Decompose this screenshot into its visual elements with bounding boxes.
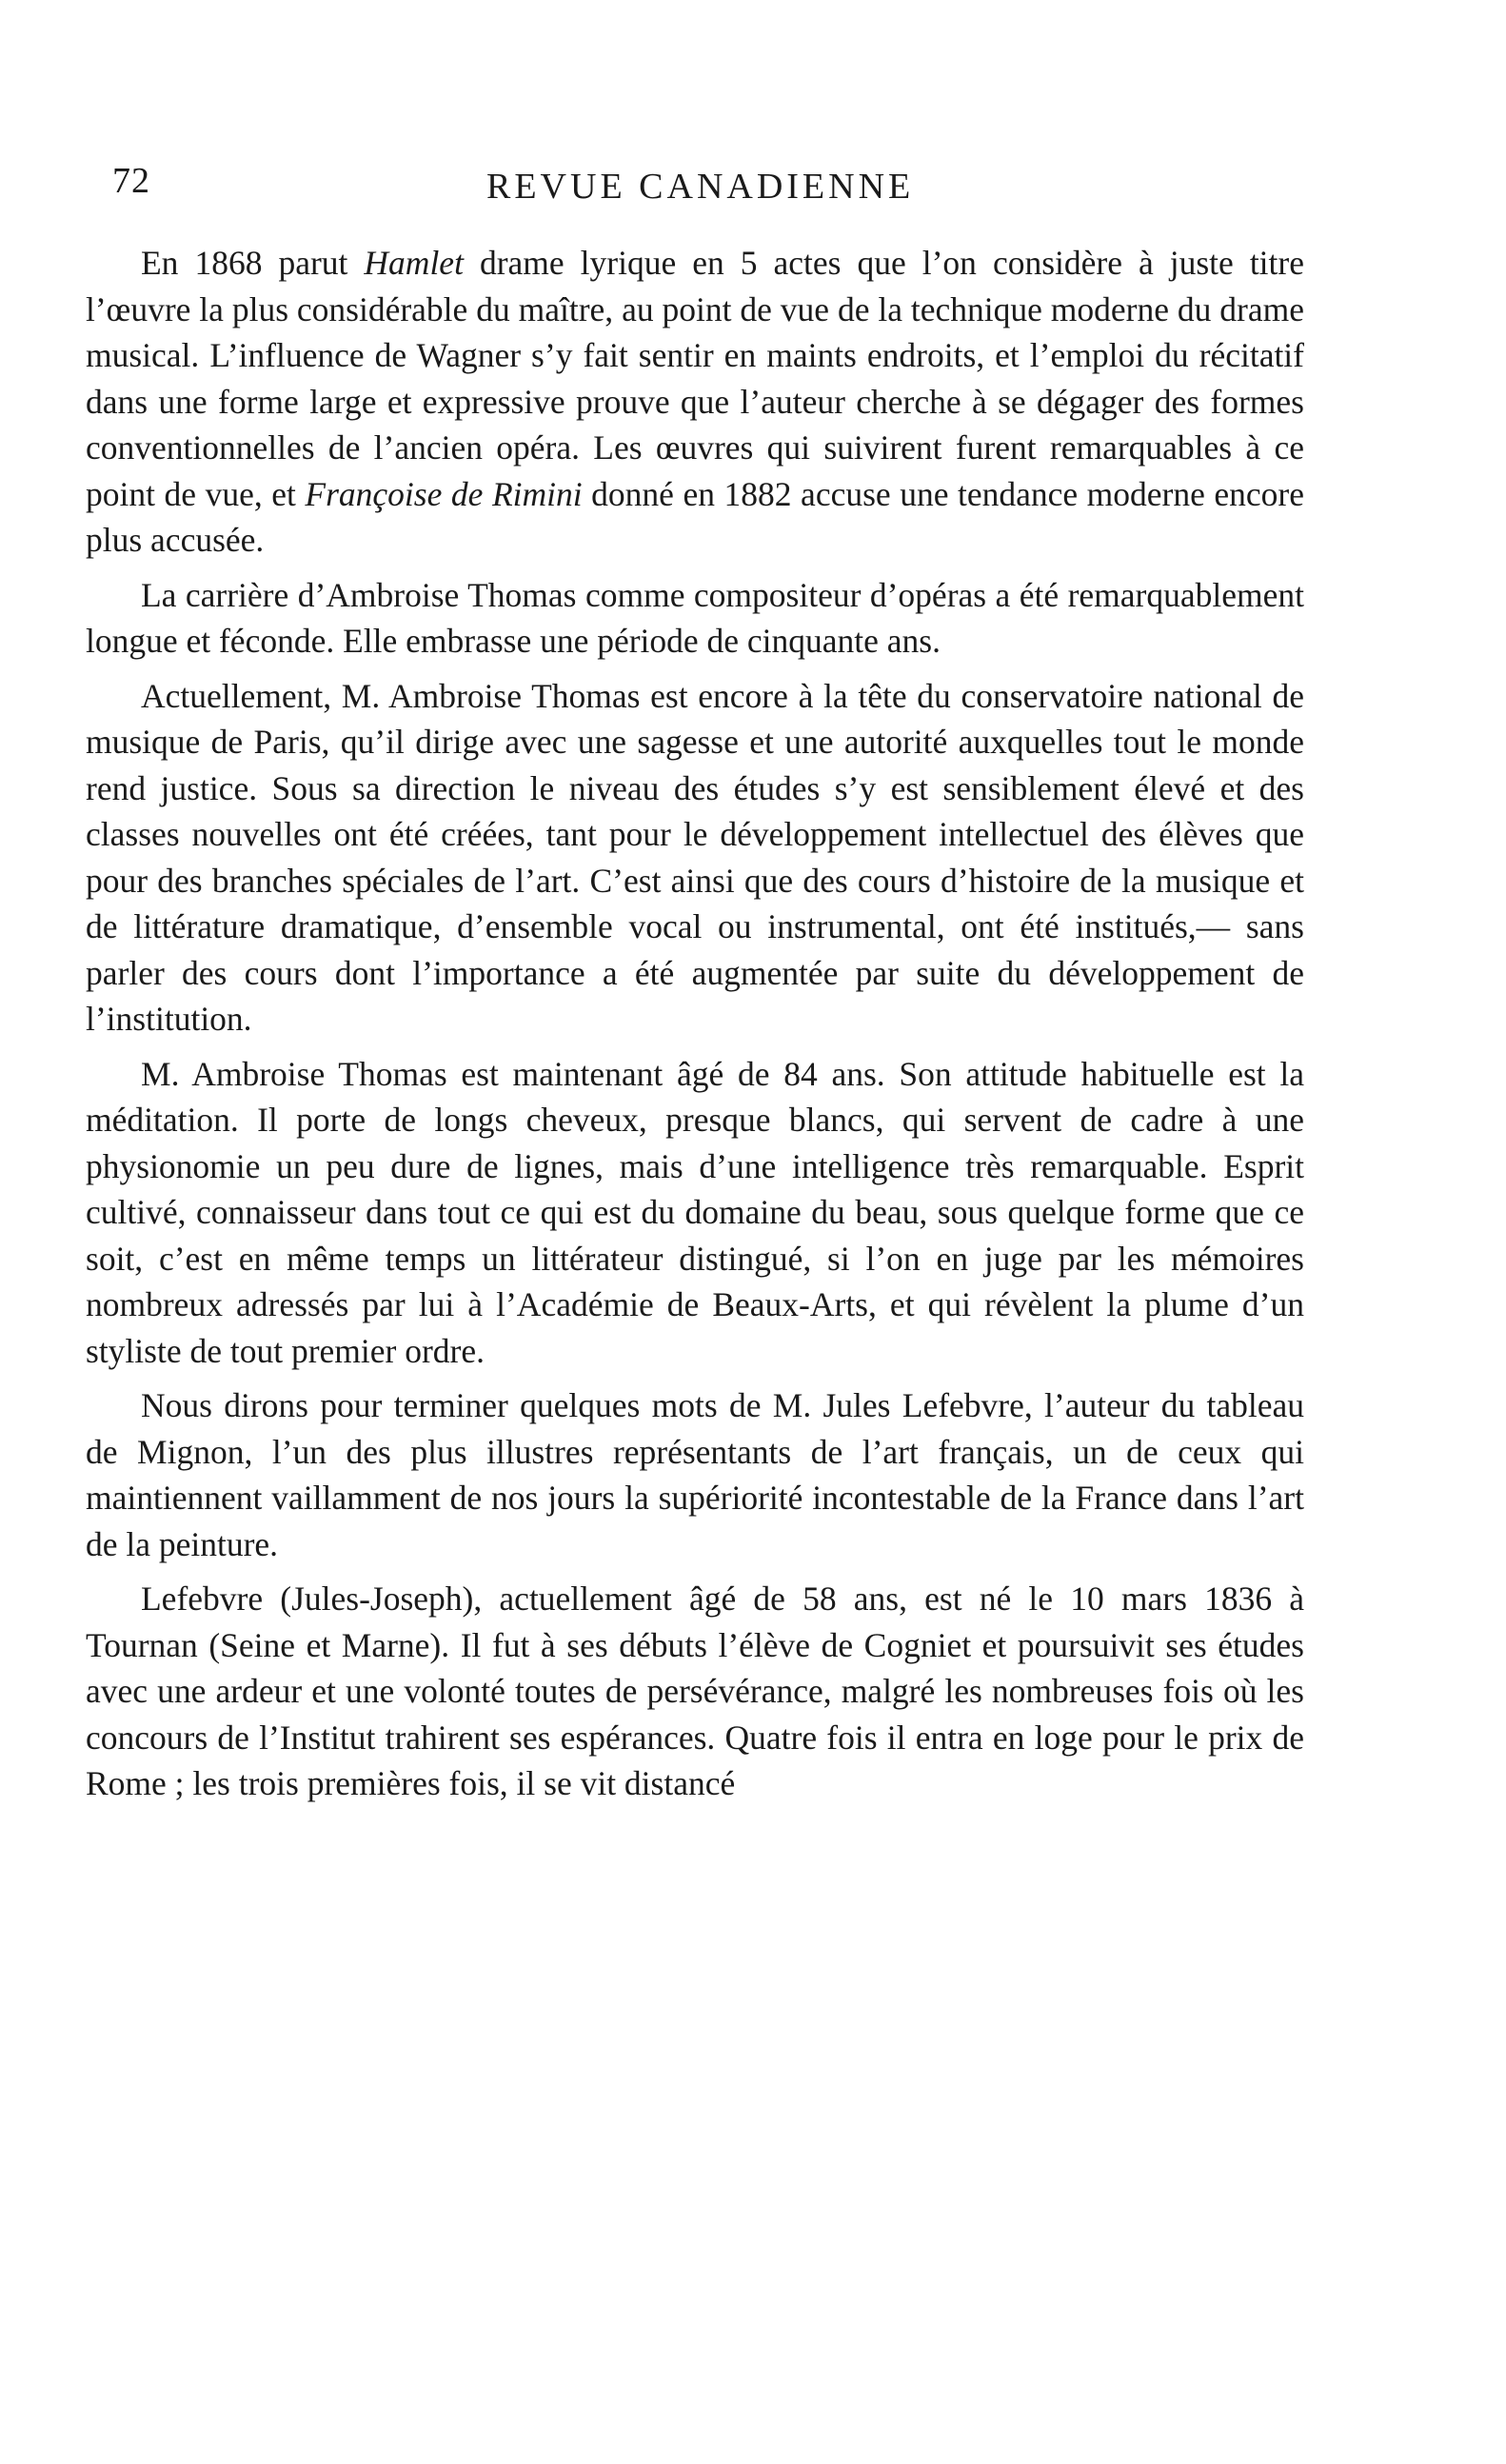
text-segment: donné en 1882 accuse une tendance moderne encore plus accusée. bbox=[86, 474, 1305, 559]
text-segment: drame lyrique en 5 actes que l’on considère à juste titre l’œuvre la plus considérable du maître, au point de vue de la technique moderne du drame musical. L’influence de Wagner s’y fait sentir en maints endroits, et l’emploi du récitatif dans une forme large et expressive prouve que l’auteur cherche à se dégager des formes conventionnelles de l’ancien opéra. Les œuvres qui suivirent furent remarquables à ce point de vue, et bbox=[86, 244, 1304, 513]
text-segment: Nous dirons pour terminer quelques mots de M. Jules Lefebvre, l’auteur du tableau de Mignon, l’un des plus illustres représentants de l’art français, un de ceux qui maintiennent vaillamment de nos jours la supériorité incontestable de la France dans l’art de la peinture. bbox=[86, 1386, 1304, 1563]
text-segment: En 1868 parut bbox=[141, 244, 365, 282]
text-segment: Actuellement, M. Ambroise Thomas est encore à la tête du conservatoire national de musique de Paris, qu’il dirige avec une sagesse et une autorité auxquelles tout le monde rend justice. Sous sa direction le niveau des études s’y est sensiblement élevé et des classes nouvelles ont été créées, tant pour le développement intellectuel des élèves que pour des branches spéciales de l’art. C’est ainsi que des cours d’histoire de la musique et de littérature dramatique, d’ensemble vocal ou instrumental, ont été institués,— sans parler des cours dont l’importance a été augmentée par suite du développement de l’institution. bbox=[86, 676, 1304, 1038]
running-title: REVUE CANADIENNE bbox=[486, 167, 915, 207]
article-body bbox=[86, 240, 1304, 1816]
paragraph bbox=[86, 572, 1304, 665]
text-segment: M. Ambroise Thomas est maintenant âgé de 84 ans. Son attitude habituelle est la méditation. Il porte de longs cheveux, presque blancs, qui servent de cadre à une physionomie un peu dure de lignes, mais d’une intelligence très remarquable. Esprit cultivé, connaisseur dans tout ce qui est du domaine du beau, sous quelque forme que ce soit, c’est en même temps un littérateur distingué, si l’on en juge par les mémoires nombreux adressés par lui à l’Académie de Beaux-Arts, et qui révèlent la plume d’un styliste de tout premier ordre. bbox=[86, 1054, 1304, 1370]
text-segment: La carrière d’Ambroise Thomas comme compositeur d’opéras a été remarquablement longue et féconde. Elle embrasse une période de cinquante ans. bbox=[86, 575, 1304, 660]
italic-title: Hamlet bbox=[364, 244, 464, 282]
text-segment: Lefebvre (Jules-Joseph), actuellement âgé de 58 ans, est né le 10 mars 1836 à Tournan (Seine et Marne). Il fut à ses débuts l’élève de Cogniet et poursuivit ses études avec une ardeur et une volonté toutes de persévérance, malgré les nombreuses fois où les concours de l’Institut trahirent ses espérances. Quatre fois il entra en loge pour le prix de Rome ; les trois premières fois, il se vit distancé bbox=[86, 1580, 1304, 1802]
italic-title: Françoise de Rimini bbox=[305, 474, 583, 513]
paragraph bbox=[86, 1382, 1304, 1567]
paragraph bbox=[86, 673, 1304, 1043]
page-header bbox=[112, 160, 1302, 208]
paragraph bbox=[86, 1576, 1304, 1807]
paragraph bbox=[86, 1051, 1304, 1375]
paragraph bbox=[86, 240, 1304, 564]
page-number: 72 bbox=[112, 161, 150, 201]
